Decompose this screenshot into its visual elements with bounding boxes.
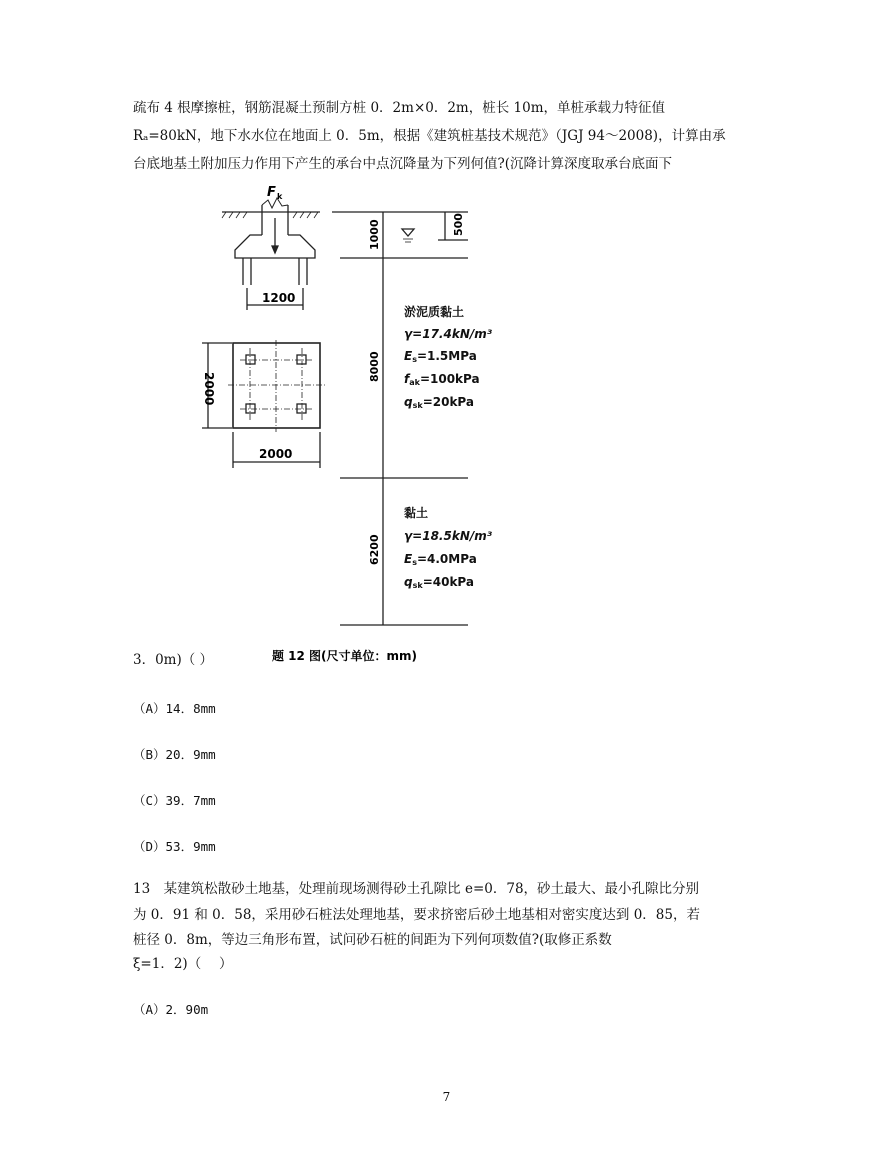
q12-line-2: Rₐ=80kN，地下水水位在地面上 0．5m，根据《建筑桩基技术规范》（JGJ 94～2008)，计算由承: [133, 128, 726, 144]
q12-option-b: （B）20．9mm: [133, 747, 216, 762]
page-number: 7: [442, 1090, 451, 1104]
layer1-es: Es=1.5MPa: [404, 349, 477, 364]
dim-8000: 8000: [368, 351, 381, 382]
q12-line-3: 台底地基土附加压力作用下产生的承台中点沉降量为下列何值?(沉降计算深度取承台底面下: [133, 156, 673, 172]
q12-option-c: （C）39．7mm: [133, 793, 216, 808]
q12-option-d: （D）53．9mm: [133, 839, 216, 854]
dim-500: 500: [452, 213, 465, 236]
layer2-qsk: qsk=40kPa: [404, 575, 474, 590]
layer2-gamma: γ=18.5kN/m³: [404, 529, 493, 543]
q13-line-2: 为 0．91 和 0．58，采用砂石桩法处理地基，要求挤密后砂土地基相对密实度达到 0．85，若: [133, 907, 700, 923]
layer1-fak: fak=100kPa: [404, 372, 480, 387]
dim-6200: 6200: [368, 534, 381, 565]
layer1-gamma: γ=17.4kN/m³: [404, 327, 493, 341]
dim-2000-vertical: 2000: [202, 372, 216, 406]
layer2-es: Es=4.0MPa: [404, 552, 477, 567]
q13-line-1: 13 某建筑松散砂土地基，处理前现场测得砂土孔隙比 e=0．78，砂土最大、最小孔隙比分别: [133, 881, 700, 897]
q13-option-a: （A）2．90m: [133, 1002, 209, 1017]
layer2-name: 黏土: [404, 506, 429, 520]
figure-caption: 题 12 图(尺寸单位：mm): [272, 649, 418, 663]
q12-line-1: 疏布 4 根摩擦桩，钢筋混凝土预制方桩 0．2m×0．2m，桩长 10m，单桩承载力特征值: [133, 100, 666, 116]
q12-option-a: （A）14．8mm: [133, 701, 216, 716]
q13-line-3: 桩径 0．8m，等边三角形布置，试问砂石桩的间距为下列何项数值?(取修正系数: [133, 932, 612, 948]
layer1-name: 淤泥质黏土: [404, 305, 465, 319]
dim-2000-horizontal: 2000: [259, 447, 293, 461]
dim-1200: 1200: [262, 291, 296, 305]
q12-line-4: 3．0m)（ ）: [133, 652, 214, 668]
layer1-qsk: qsk=20kPa: [404, 395, 474, 410]
q13-line-4: ξ=1．2)（ ）: [133, 956, 233, 972]
load-label: F: [267, 185, 276, 200]
dim-1000: 1000: [368, 219, 381, 250]
load-label-sub: k: [277, 192, 283, 201]
